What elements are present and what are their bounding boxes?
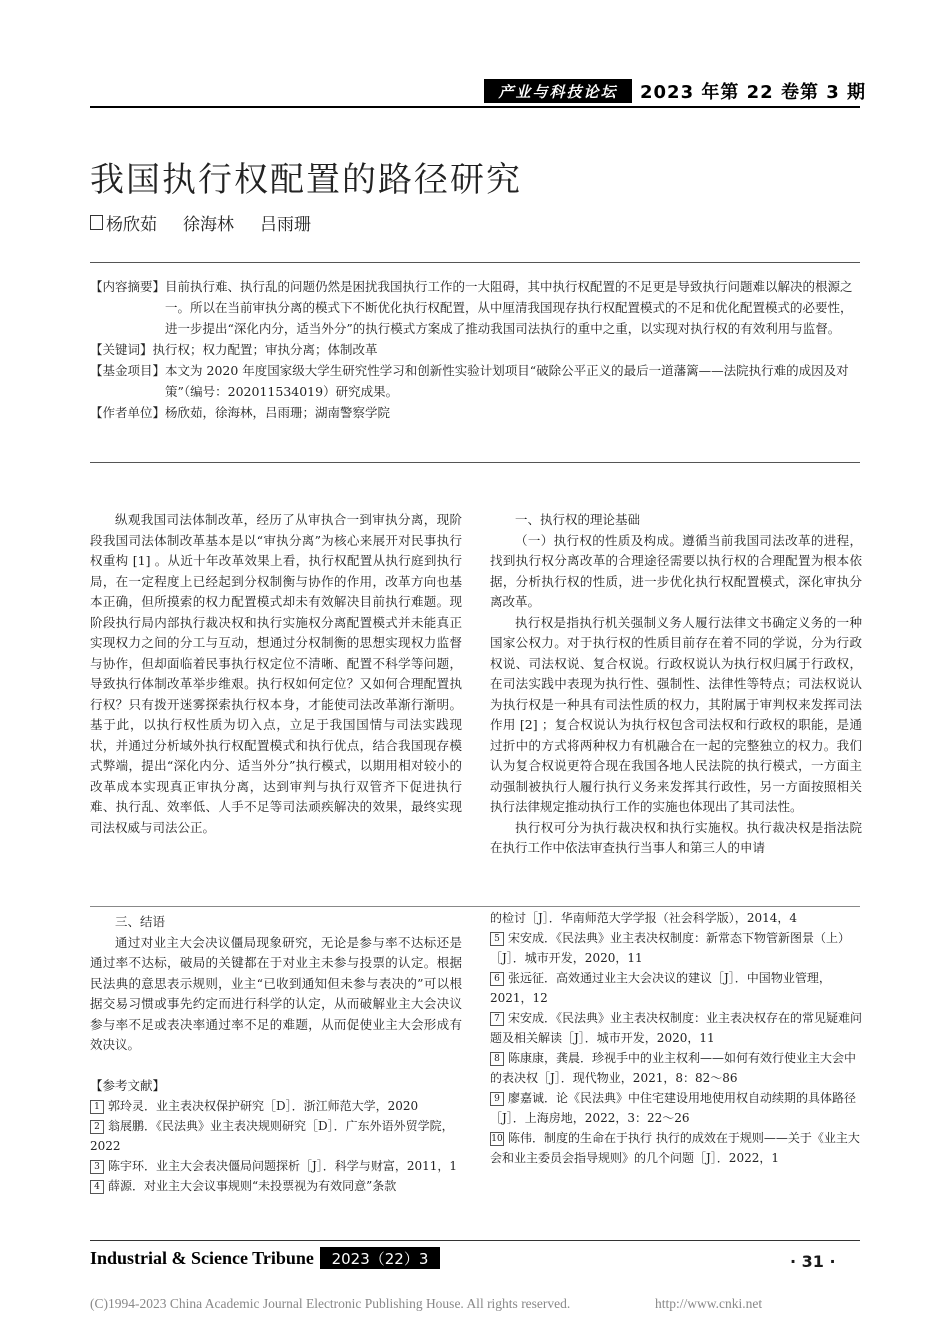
ref-number: 3 <box>90 1160 104 1174</box>
fund-label: 【基金项目】 <box>90 363 166 378</box>
journal-issue: 2023 年第 22 卷第 3 期 <box>640 82 867 103</box>
abstract-top-rule <box>90 262 860 263</box>
journal-english-name: Industrial & Science Tribune <box>90 1248 314 1268</box>
fund-row <box>90 360 860 402</box>
author-name: 吕雨珊 <box>260 215 311 235</box>
page-number: · 31 · <box>790 1252 836 1271</box>
reference-item <box>90 1156 460 1176</box>
ref-number: 1 <box>90 1100 104 1114</box>
copyright-notice: (C)1994-2023 China Academic Journal Electronic Publishing House. All rights reserved. <box>90 1296 571 1311</box>
header-rule <box>90 106 860 108</box>
ref-number: 7 <box>490 1012 504 1026</box>
ref-text: 薛源．对业主大会议事规则“未投票视为有效同意”条款 <box>108 1179 397 1193</box>
reference-continuation: 的检讨［J］．华南师范大学学报（社会科学版），2014，4 <box>490 911 797 925</box>
conclusion-text: 通过对业主大会决议僵局现象研究，无论是参与率不达标还是通过率不达标，破局的关键都在于对业主未参与投票的认定。根据民法典的意思表示规则，业主“已收到通知但未参与表决的”可以根据交易习惯或事先约定而进行科学的认定，从而破解业主大会决议参与率不足或表决率通过率不足的难题，从而促使业主大会形成有效决议。 <box>90 934 462 1052</box>
abstract-text: 目前执行难、执行乱的问题仍然是困扰我国执行工作的一大阻碍，其中执行权配置的不足更是导致执行问题难以解决的根源之一。所以在当前审执分离的模式下不断优化执行权配置，从中厘清我国现存执行权配置模式的不足和优化配置模式的必要性，进一步提出“深化内分，适当外分”的执行模式方案成了推动我国司法执行的重中之重，以实现对执行权的有效利用与监督。 <box>165 279 853 336</box>
intro-paragraph: 纵观我国司法体制改革，经历了从审执合一到审执分离，现阶段我国司法体制改革基本是以“审执分离”为核心来展开对民事执行权重构 [1] 。从近十年改革效果上看，执行权配置从执行庭到执行局，在一定程度上已经起到分权制衡与协作的作用，改革方向也基本正确，但所摸索的权力配置模式却未有效解决目前执行难题。现阶段执行局内部执行裁决权和执行实施权分离配置模式并未能真正实现权力之间的分工与互动，想通过分权制衡的思想实现权力监督与协作，但却面临着民事执行权定位不清晰、配置不科学等问题，导致执行体制改革举步维艰。执行权如何定位？又如何合理配置执行权？只有拨开迷雾探索执行权本身，才能使司法改革渐行渐明。基于此，以执行权性质为切入点，立足于我国国情与司法实践现状，并通过分析域外执行权配置模式和执行优点，结合我国现存模式弊端，提出“深化内分、适当外分”执行模式，以期用相对较小的改革成本实现真正审执分离，达到审判与执行双管齐下促进执行难、执行乱、效率低、人手不足等司法顽疾解决的效果，最终实现司法权威与司法公正。 <box>90 512 462 835</box>
reference-item <box>90 1176 460 1196</box>
body-right-column <box>490 510 862 859</box>
reference-item <box>490 928 862 968</box>
ref-number: 2 <box>90 1120 104 1134</box>
ref-text: 陈宇环．业主大会表决僵局问题探析［J］．科学与财富，2011，1 <box>108 1159 457 1173</box>
references-heading: 【参考文献】 <box>90 1078 166 1093</box>
affiliation-label: 【作者单位】 <box>90 405 166 420</box>
reference-item <box>490 1088 862 1128</box>
reference-item <box>490 1048 862 1088</box>
ref-text: 郭玲灵．业主表决权保护研究［D］．浙江师范大学，2020 <box>108 1099 419 1113</box>
reference-item <box>90 1096 460 1116</box>
ref-number: 9 <box>490 1092 504 1106</box>
conclusion-heading: 三、结语 <box>115 914 166 929</box>
body-left-column <box>90 510 462 838</box>
reference-item <box>490 1128 862 1168</box>
conclusion-section <box>90 912 462 1056</box>
author-name: 杨欣茹 <box>106 215 157 235</box>
abstract <box>90 276 860 423</box>
keywords-text: 执行权；权力配置；审执分离；体制改革 <box>152 342 378 357</box>
abstract-label: 【内容摘要】 <box>90 279 166 294</box>
ref-text: 陈伟．制度的生命在于执行 执行的成效在于规则——关于《业主大会和业主委员会指导规则》的几个问题［J］．2022，1 <box>490 1131 860 1165</box>
ref-text: 廖嘉诚．论《民法典》中住宅建设用地使用权自动续期的具体路径［J］．上海房地，2022，3：22～26 <box>490 1091 857 1125</box>
ref-number: 5 <box>490 932 504 946</box>
ref-text: 宋安成．《民法典》业主表决权制度：业主表决权存在的常见疑难问题及相关解读［J］．城市开发，2020，11 <box>490 1011 863 1045</box>
author-list <box>90 210 337 235</box>
affiliation-text: 杨欣茹，徐海林，吕雨珊；湖南警察学院 <box>165 405 391 420</box>
ref-text: 陈康康，龚晨．珍视手中的业主权利——如何有效行使业主大会中的表决权［J］．现代物业，2021，8：82～86 <box>490 1051 857 1085</box>
reference-item <box>490 1008 862 1048</box>
journal-name-badge: 产业与科技论坛 <box>484 79 632 103</box>
reference-item <box>90 1116 460 1156</box>
ref-number: 10 <box>491 1133 503 1144</box>
references-left <box>90 1096 460 1196</box>
footer-rule <box>90 1240 860 1241</box>
fund-text: 本文为 2020 年度国家级大学生研究性学习和创新性实验计划项目“破除公平正义的最后一道藩篱——法院执行难的成因及对策”（编号：202011534019）研究成果。 <box>165 363 849 399</box>
ref-number: 6 <box>490 972 504 986</box>
reference-item <box>490 968 862 1008</box>
ref-number: 4 <box>90 1180 104 1194</box>
ref-text: 张远征．高效通过业主大会决议的建议［J］．中国物业管理，2021，12 <box>490 971 831 1005</box>
article-divider <box>90 906 860 907</box>
author-box-icon <box>90 215 103 230</box>
affiliation-row <box>90 402 860 423</box>
ref-number: 8 <box>490 1052 504 1066</box>
body-paragraph: （一）执行权的性质及构成。遵循当前我国司法改革的进程，找到执行权分离改革的合理途径需要以执行权的合理配置为根本依据，分析执行权的性质，进一步优化执行权配置模式，深化审执分离改革。 <box>490 532 862 609</box>
keywords-row <box>90 339 860 360</box>
abstract-row <box>90 276 860 339</box>
body-paragraph: 执行权可分为执行裁决权和执行实施权。执行裁决权是指法院在执行工作中依法审查执行当事人和第三人的申请 <box>490 819 862 855</box>
ref-text: 宋安成．《民法典》业主表决权制度：新常态下物管新图景（上）［J］．城市开发，2020，11 <box>490 931 851 965</box>
references-right <box>490 908 862 1168</box>
issue-badge: 2023（22）3 <box>320 1247 440 1269</box>
section-heading: 一、执行权的理论基础 <box>515 512 641 527</box>
author-name: 徐海林 <box>183 215 234 235</box>
website-link[interactable]: http://www.cnki.net <box>655 1296 763 1311</box>
ref-text: 翁展鹏．《民法典》业主表决规则研究［D］．广东外语外贸学院，2022 <box>90 1119 454 1153</box>
keywords-label: 【关键词】 <box>90 342 153 357</box>
body-paragraph: 执行权是指执行机关强制义务人履行法律文书确定义务的一种国家公权力。对于执行权的性质目前存在着不同的学说，分为行政权说、司法权说、复合权说。行政权说认为执行权归属于行政权，在司法实践中表现为执行性、强制性、法律性等特点；司法权说认为执行权是一种具有司法性质的权力，其附属于审判权来发挥司法作用 [2] ；复合权说认为执行权包含司法权和行政权的职能，是通过折中的方式将两种权力有机融合在一起的完整独立的权力。我们认为复合权说更符合现在我国各地人民法院的执行模式，一方面主动强制被执行人履行执行义务来发挥其行政性，另一方面按照相关执行法律规定推动执行工作的实施也体现出了其司法性。 <box>490 614 862 814</box>
abstract-bottom-rule <box>90 462 860 463</box>
article-title: 我国执行权配置的路径研究 <box>90 160 522 200</box>
